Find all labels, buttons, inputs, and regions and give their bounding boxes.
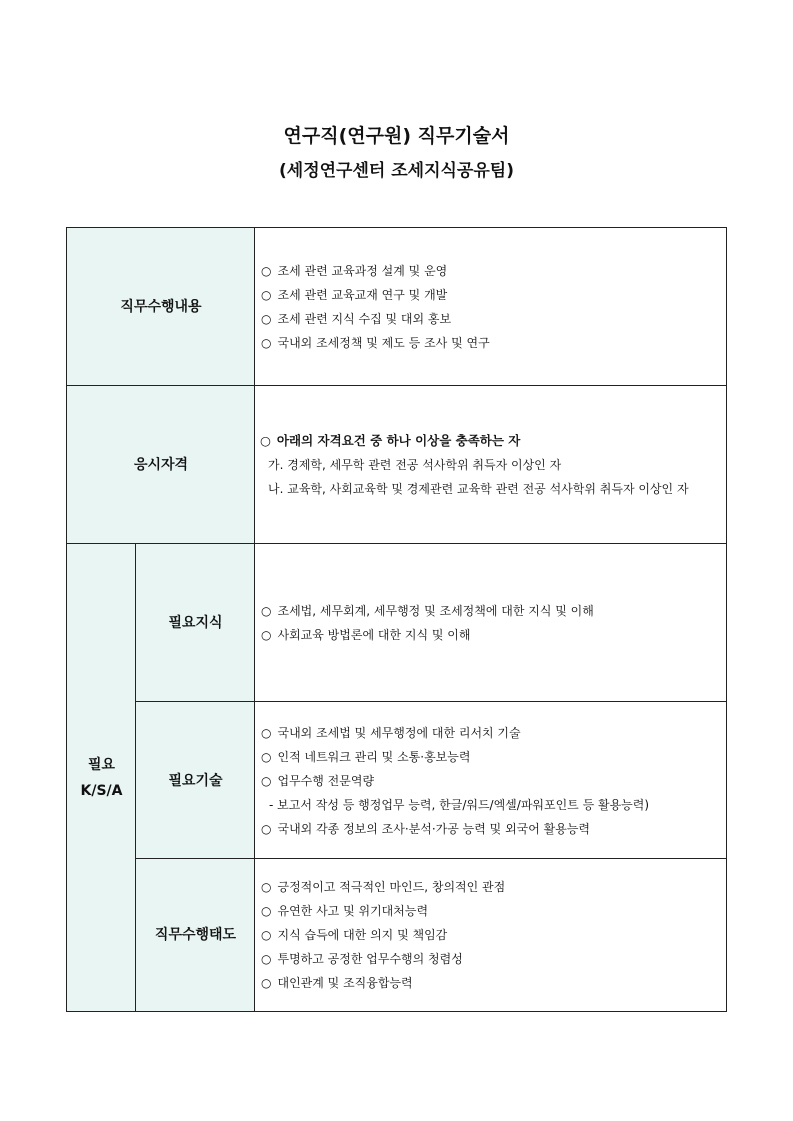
- circle-bullet-icon: ○: [261, 725, 272, 740]
- qualification-content-cell: [255, 386, 726, 544]
- skills-content-cell: [255, 702, 726, 859]
- ksa-label-line1: 필요: [87, 756, 116, 773]
- duty-item: ○ 조세 관련 교육과정 설계 및 운영: [261, 264, 448, 278]
- circle-bullet-icon: ○: [261, 928, 272, 942]
- knowledge-label: 필요지식: [168, 615, 223, 631]
- attitude-item: ○ 지식 습득에 대한 의지 및 책임감: [261, 928, 448, 942]
- document-subtitle: (세정연구센터 조세지식공유팀): [279, 161, 514, 181]
- circle-bullet-icon: ○: [261, 952, 272, 966]
- ksa-label-cell: [67, 544, 136, 1011]
- attitude-label-cell: [136, 859, 255, 1011]
- document-title: 연구직(연구원) 직무기술서: [283, 125, 510, 147]
- knowledge-item: ○ 조세법, 세무회계, 세무행정 및 조세정책에 대한 지식 및 이해: [261, 604, 594, 618]
- duties-label-cell: [67, 228, 255, 386]
- circle-bullet-icon: ○: [261, 604, 272, 618]
- attitude-item: ○ 대인관계 및 조직융합능력: [261, 976, 413, 990]
- skill-item: ○ 국내외 조세법 및 세무행정에 대한 리서치 기술: [261, 725, 521, 740]
- table-divider: [135, 544, 136, 1011]
- skills-label: 필요기술: [168, 772, 223, 789]
- skill-item: ○ 인적 네트워크 관리 및 소통·홍보능력: [261, 749, 471, 764]
- qualification-label: 응시자격: [133, 457, 189, 473]
- qualification-item: 가. 경제학, 세무학 관련 전공 석사학위 취득자 이상인 자: [268, 458, 562, 472]
- knowledge-label-cell: [136, 544, 255, 702]
- circle-bullet-icon: ○: [261, 904, 272, 918]
- ksa-label-line2: K/S/A: [80, 782, 123, 799]
- duty-item: ○ 국내외 조세정책 및 제도 등 조사 및 연구: [261, 336, 490, 350]
- attitude-label: 직무수행태도: [154, 927, 237, 943]
- circle-bullet-icon: ○: [261, 628, 272, 642]
- table-divider: [136, 701, 726, 702]
- qualification-item: 나. 교육학, 사회교육학 및 경제관련 교육학 관련 전공 석사학위 취득자 이상인 자: [268, 482, 689, 496]
- circle-bullet-icon: ○: [261, 336, 272, 350]
- knowledge-item: ○ 사회교육 방법론에 대한 지식 및 이해: [261, 628, 471, 642]
- attitude-item: ○ 투명하고 공정한 업무수행의 청렴성: [261, 952, 463, 966]
- knowledge-content-cell: [255, 544, 726, 702]
- skill-sub-item: - 보고서 작성 등 행정업무 능력, 한글/워드/엑셀/파워포인트 등 활용능력): [269, 797, 650, 812]
- attitude-item: ○ 긍정적이고 적극적인 마인드, 창의적인 관점: [261, 880, 506, 894]
- skills-label-cell: [136, 702, 255, 859]
- circle-bullet-icon: ○: [261, 288, 272, 302]
- qualification-label-cell: [67, 386, 255, 544]
- duties-content-cell: [255, 228, 726, 386]
- circle-bullet-icon: ○: [261, 773, 272, 788]
- circle-bullet-icon: ○: [261, 264, 272, 278]
- table-divider: [67, 543, 726, 544]
- circle-bullet-icon: ○: [261, 749, 272, 764]
- qualification-heading: ○ 아래의 자격요건 중 하나 이상을 충족하는 자: [260, 433, 521, 448]
- duties-label: 직무수행내용: [120, 299, 202, 315]
- duty-item: ○ 조세 관련 지식 수집 및 대외 홍보: [261, 312, 452, 326]
- table-divider: [254, 228, 255, 1011]
- skill-item: ○ 업무수행 전문역량: [261, 773, 375, 788]
- circle-bullet-icon: ○: [261, 880, 272, 894]
- table-divider: [136, 858, 726, 859]
- duty-item: ○ 조세 관련 교육교재 연구 및 개발: [261, 288, 448, 302]
- skill-item: ○ 국내외 각종 정보의 조사·분석·가공 능력 및 외국어 활용능력: [261, 821, 591, 836]
- circle-bullet-icon: ○: [261, 976, 272, 990]
- circle-bullet-icon: ○: [260, 433, 271, 448]
- circle-bullet-icon: ○: [261, 821, 272, 836]
- attitude-content-cell: [255, 859, 726, 1011]
- attitude-item: ○ 유연한 사고 및 위기대처능력: [261, 904, 429, 918]
- table-divider: [67, 385, 726, 386]
- job-description-table: [66, 227, 727, 1012]
- circle-bullet-icon: ○: [261, 312, 272, 326]
